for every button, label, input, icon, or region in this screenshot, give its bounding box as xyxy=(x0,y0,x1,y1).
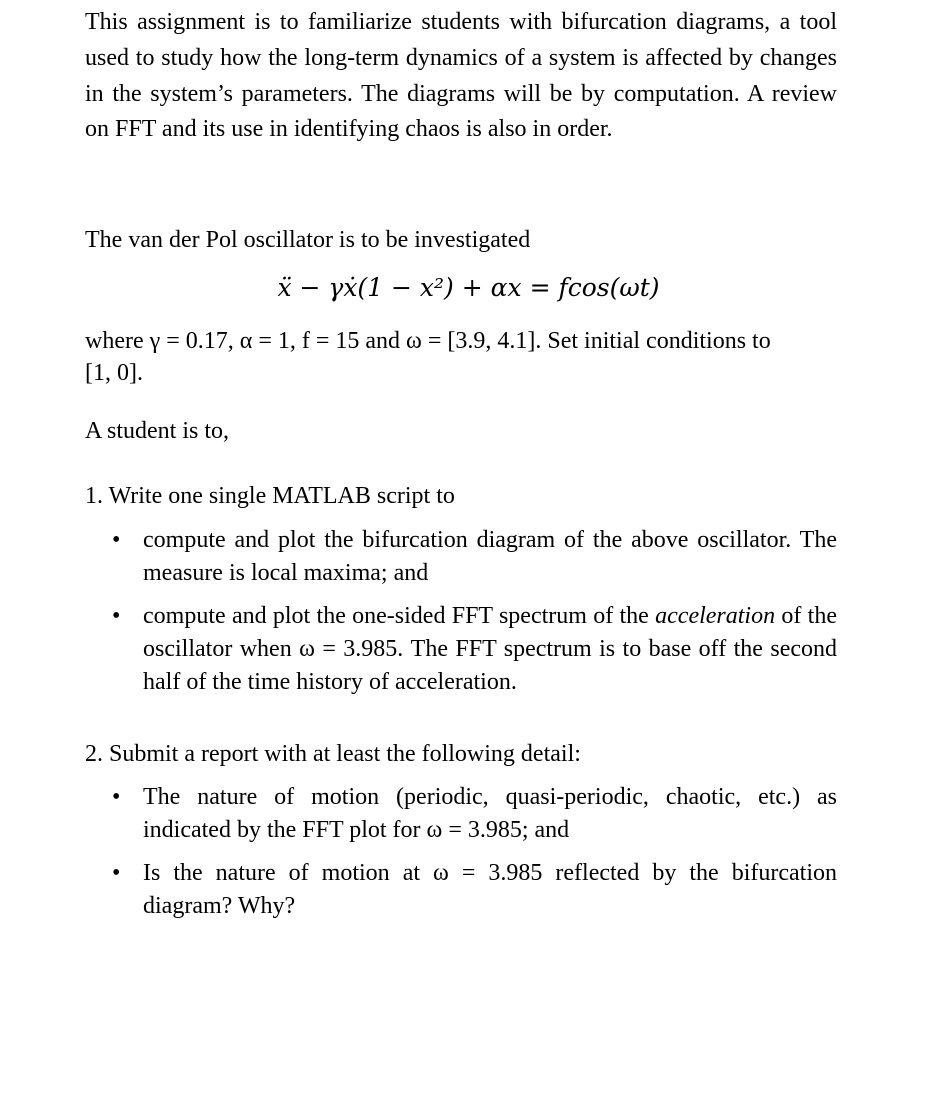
parameters-line-2: [1, 0]. xyxy=(85,360,143,386)
bullet-text: compute and plot the bifurcation diagram of the above oscillator. The measure is local maxima; and xyxy=(143,527,837,586)
bullet-item xyxy=(112,600,837,699)
bullet-item xyxy=(112,524,837,590)
bullet-icon: • xyxy=(112,784,121,810)
bullet-item xyxy=(112,781,837,847)
list-item-1: 1. Write one single MATLAB script to xyxy=(85,483,455,509)
list-item-2: 2. Submit a report with at least the following detail: xyxy=(85,741,581,767)
van-der-pol-equation: ẍ − γẋ(1 − x²) + αx = fcos(ωt) xyxy=(277,273,660,302)
emphasis-acceleration: acceleration xyxy=(655,603,776,629)
bullet-icon: • xyxy=(112,860,121,886)
intro-paragraph: This assignment is to familiarize students with bifurcation diagrams, a tool used to study how the long-term dynamics of a system is affected by changes in the system’s parameters. The diagrams will be by computation. A review on FFT and its use in identifying chaos is also in order. xyxy=(85,9,837,143)
oscillator-intro: The van der Pol oscillator is to be investigated xyxy=(85,227,531,253)
bullet-icon: • xyxy=(112,603,121,629)
bullet-text: The nature of motion (periodic, quasi-periodic, chaotic, etc.) as indicated by the FFT plot for ω = 3.985; and xyxy=(143,784,837,843)
bullet-item xyxy=(112,857,837,923)
parameters-paragraph xyxy=(85,325,837,389)
bullet-text: compute and plot the one-sided FFT spectrum of the acceleration of the oscillator when ω = 3.985. The FFT spectrum is to base off the second half of the time history of acceleration. xyxy=(143,603,837,695)
student-intro: A student is to, xyxy=(85,418,230,444)
bullet-text: Is the nature of motion at ω = 3.985 reflected by the bifurcation diagram? Why? xyxy=(143,860,837,919)
bullet-icon: • xyxy=(112,527,121,553)
parameters-line-1: where γ = 0.17, α = 1, f = 15 and ω = [3.9, 4.1]. Set initial conditions to xyxy=(85,328,771,354)
